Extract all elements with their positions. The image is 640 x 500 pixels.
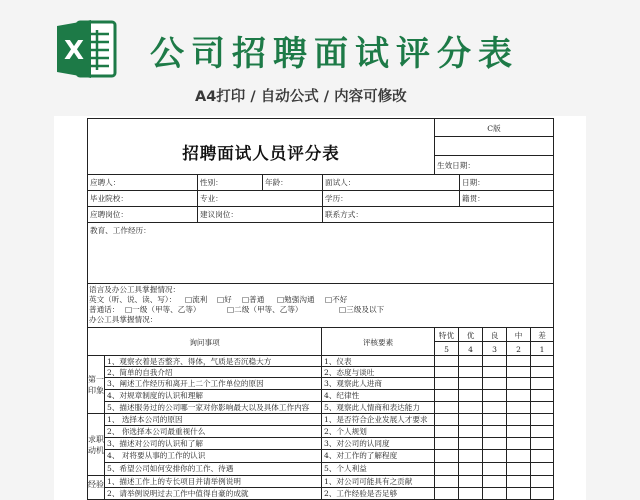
form-title: 招聘面试人员评分表 bbox=[87, 118, 435, 175]
excel-icon bbox=[55, 18, 119, 80]
rating-score-2: 2 bbox=[506, 341, 531, 356]
rating-grid-line bbox=[434, 425, 554, 426]
rating-label-poor: 差 bbox=[530, 327, 554, 342]
english-option-normal[interactable]: □普通 bbox=[242, 295, 265, 304]
version-label: C版 bbox=[434, 118, 554, 137]
category-motivation: 求职动机 bbox=[87, 413, 105, 476]
rating-label-average: 中 bbox=[506, 327, 531, 342]
criteria-row: 1、仪表 bbox=[321, 355, 435, 367]
banner bbox=[0, 0, 640, 114]
major-field[interactable]: 专业： bbox=[197, 190, 323, 207]
date-field[interactable]: 日期： bbox=[459, 174, 554, 191]
col-criteria-header: 评核要素 bbox=[321, 327, 435, 356]
question-row: 1、 选择本公司的原因 bbox=[104, 413, 322, 426]
question-row: 1、观察衣着是否整齐、得体，气质是否沉稳大方 bbox=[104, 355, 322, 367]
contact-field[interactable]: 联系方式： bbox=[322, 206, 554, 223]
rating-score-4: 4 bbox=[458, 341, 483, 356]
english-option-basic[interactable]: □勉强沟通 bbox=[277, 295, 315, 304]
interview-form bbox=[87, 118, 554, 500]
banner-subtitle: A4打印 / 自动公式 / 内容可修改 bbox=[195, 89, 407, 105]
language-heading: 语言及办公工具掌握情况： bbox=[89, 285, 181, 294]
hometown-field[interactable]: 籍贯： bbox=[459, 190, 554, 207]
age-field[interactable]: 年龄： bbox=[262, 174, 323, 191]
criteria-row: 2、工作经验是否足够 bbox=[321, 487, 435, 500]
suggested-position-field[interactable]: 建议岗位： bbox=[197, 206, 323, 223]
rating-grid-line bbox=[434, 437, 554, 438]
criteria-row: 5、观察此人情商和表达能力 bbox=[321, 401, 435, 414]
question-row: 1、描述工作上的专长项目并请举例说明 bbox=[104, 475, 322, 488]
rating-grid-line bbox=[434, 366, 554, 367]
mandarin-label: 普通话： bbox=[89, 305, 120, 314]
rating-grid-line bbox=[434, 413, 554, 414]
rating-grid-line bbox=[434, 487, 554, 488]
form-paper bbox=[54, 116, 586, 500]
gender-field[interactable]: 性别： bbox=[197, 174, 263, 191]
school-field[interactable]: 毕业院校： bbox=[87, 190, 198, 207]
english-option-fluent[interactable]: □流利 bbox=[185, 295, 208, 304]
rating-score-3: 3 bbox=[482, 341, 507, 356]
question-row: 3、描述对公司的认识和了解 bbox=[104, 437, 322, 450]
rating-grid-line bbox=[434, 389, 554, 390]
question-row: 2、请举例说明过去工作中值得自豪的成就 bbox=[104, 487, 322, 500]
question-row: 5、希望公司如何安排你的工作、待遇 bbox=[104, 462, 322, 476]
criteria-row: 3、观察此人进商 bbox=[321, 377, 435, 390]
question-row: 5、描述服务过的公司哪一家对你影响最大以及具体工作内容 bbox=[104, 401, 322, 414]
col-question-header: 询问事项 bbox=[87, 327, 322, 356]
mandarin-option-3[interactable]: □三级及以下 bbox=[339, 305, 385, 314]
banner-title: 公司招聘面试评分表 bbox=[150, 34, 519, 74]
mandarin-option-2[interactable]: □二级（甲等、乙等） bbox=[227, 305, 303, 314]
english-option-poor[interactable]: □不好 bbox=[325, 295, 348, 304]
applicant-field[interactable]: 应聘人： bbox=[87, 174, 198, 191]
english-option-good[interactable]: □好 bbox=[217, 295, 232, 304]
criteria-row: 1、是否符合企业发展人才要求 bbox=[321, 413, 435, 426]
rating-label-excellent: 特优 bbox=[434, 327, 459, 342]
criteria-row: 2、态度与谈吐 bbox=[321, 366, 435, 378]
rating-grid-line bbox=[434, 377, 554, 378]
rating-grid-line bbox=[434, 475, 554, 476]
question-row: 4、对规章制度的认识和理解 bbox=[104, 389, 322, 402]
version-value[interactable] bbox=[434, 136, 554, 156]
experience-field[interactable]: 教育、工作经历： bbox=[87, 222, 554, 284]
criteria-row: 5、个人利益 bbox=[321, 462, 435, 476]
position-field[interactable]: 应聘岗位： bbox=[87, 206, 198, 223]
criteria-row: 1、对公司可能具有之贡献 bbox=[321, 475, 435, 488]
rating-grid-line bbox=[434, 401, 554, 402]
rating-grid-line bbox=[434, 449, 554, 450]
english-label: 英文（听、说、读、写）： bbox=[89, 295, 177, 304]
question-row: 2、简单的自我介绍 bbox=[104, 366, 322, 378]
education-field[interactable]: 学历： bbox=[322, 190, 460, 207]
criteria-row: 3、对公司的认同度 bbox=[321, 437, 435, 450]
svg-text:X: X bbox=[63, 36, 85, 66]
criteria-row: 4、对工作的了解程度 bbox=[321, 449, 435, 463]
criteria-row: 4、纪律性 bbox=[321, 389, 435, 402]
question-row: 4、 对将要从事的工作的认识 bbox=[104, 449, 322, 463]
office-tools-label: 办公工具掌握情况： bbox=[89, 315, 158, 324]
rating-label-good: 优 bbox=[458, 327, 483, 342]
category-first-impression: 第一印象 bbox=[87, 355, 105, 414]
interviewer-field[interactable]: 面试人： bbox=[322, 174, 460, 191]
criteria-row: 2、个人规划 bbox=[321, 425, 435, 438]
mandarin-option-1[interactable]: □一级（甲等、乙等） bbox=[125, 305, 201, 314]
rating-score-5: 5 bbox=[434, 341, 459, 356]
question-row: 2、 你选择本公司最重视什么 bbox=[104, 425, 322, 438]
rating-score-1: 1 bbox=[530, 341, 554, 356]
rating-grid-line bbox=[434, 462, 554, 463]
category-experience: 经验 bbox=[87, 475, 105, 500]
effective-date-label: 生效日期： bbox=[434, 155, 554, 175]
rating-label-fair: 良 bbox=[482, 327, 507, 342]
question-row: 3、阐述工作经历和离开上二个工作单位的原因 bbox=[104, 377, 322, 390]
